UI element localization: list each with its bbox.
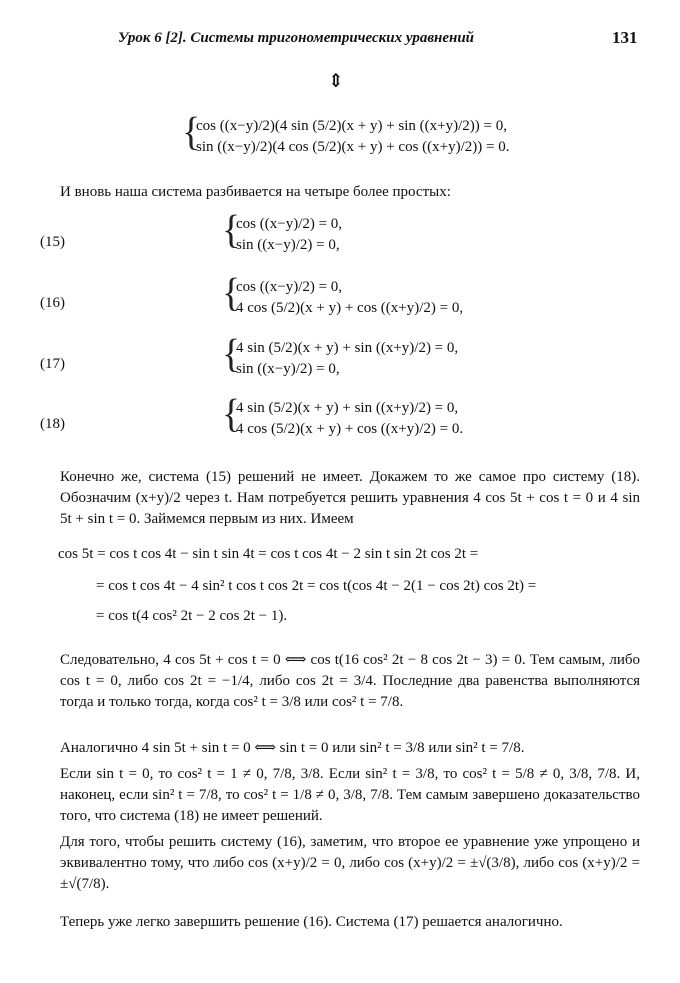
running-header: Урок 6 [2]. Системы тригонометрических уравнений <box>118 30 475 46</box>
paragraph-text: Аналогично 4 sin 5t + sin t = 0 ⟺ sin t = 0 или sin² t = 3/8 или sin² t = 7/8. <box>60 740 525 756</box>
system-row: 4 cos (5/2)(x + y) + cos ((x+y)/2) = 0, <box>236 300 464 316</box>
brace-icon: { <box>222 207 241 253</box>
derivation-line-1: cos 5t = cos t cos 4t − sin t sin 4t = cos t cos 4t − 2 sin t sin 2t cos 2t = <box>58 546 479 562</box>
system-row: cos ((x−y)/2) = 0, <box>236 216 343 232</box>
system-number: (17) <box>40 356 65 372</box>
page-number: 131 <box>612 28 638 47</box>
paragraph-text: Конечно же, система (15) решений не имеет. Докажем то же самое про систему (18). Обозначим (x+y)/2 через t. Нам потребуется решить уравнения 4 cos 5t + cos t = 0 и 4 sin 5t + sin t = 0. Займемся первым из них. Имеем <box>60 469 640 527</box>
paragraph-text: Для того, чтобы решить систему (16), заметим, что второе ее уравнение уже упрощено и эквивалентно тому, что либо cos (x+y)/2 = 0, либо cos (x+y)/2 = ±√(3/8), либо cos (x+y)/2 = ±√(7/8). <box>60 834 640 892</box>
paragraph-1 <box>60 467 640 530</box>
brace-icon: { <box>182 109 201 155</box>
system-number: (15) <box>40 234 65 250</box>
intro-sentence: И вновь наша система разбивается на четыре более простых: <box>60 184 451 200</box>
paragraph-text: Если sin t = 0, то cos² t = 1 ≠ 0, 7/8, 3/8. Если sin² t = 3/8, то cos² t = 5/8 ≠ 0, 3/8, 7/8. И, наконец, если sin² t = 7/8, то cos² t = 1/8 ≠ 0, 3/8, 7/8. Тем самым завершено доказательство того, что система (18) не имеет решений. <box>60 766 640 824</box>
system-row: 4 sin (5/2)(x + y) + sin ((x+y)/2) = 0, <box>236 400 459 416</box>
system-row: 4 cos (5/2)(x + y) + cos ((x+y)/2) = 0. <box>236 421 464 437</box>
system-number: (18) <box>40 416 65 432</box>
equivalence-arrow: ⇕ <box>328 71 344 92</box>
paragraph-text: Следовательно, 4 cos 5t + cos t = 0 ⟺ cos t(16 cos² 2t − 8 cos 2t − 3) = 0. Тем самым, либо cos t = 0, либо cos 2t = −1/4, либо cos 2t = 3/4. Последние два равенства выполняются тогда и только тогда, когда cos² t = 3/8 или cos² t = 7/8. <box>60 652 640 710</box>
system-row: sin ((x−y)/2) = 0, <box>236 237 340 253</box>
system-row: sin ((x−y)/2) = 0, <box>236 361 340 377</box>
paragraph-3 <box>60 738 640 759</box>
paragraph-4 <box>60 764 640 827</box>
system-row: 4 sin (5/2)(x + y) + sin ((x+y)/2) = 0, <box>236 340 459 356</box>
brace-icon: { <box>222 331 241 377</box>
derivation-line-3: = cos t(4 cos² 2t − 2 cos 2t − 1). <box>96 608 288 624</box>
main-system-row-2: sin ((x−y)/2)(4 cos (5/2)(x + y) + cos ((x+y)/2)) = 0. <box>196 139 510 155</box>
paragraph-5 <box>60 832 640 895</box>
paragraph-text: Теперь уже легко завершить решение (16). Система (17) решается аналогично. <box>60 914 563 930</box>
paragraph-6 <box>60 912 640 933</box>
system-row: cos ((x−y)/2) = 0, <box>236 279 343 295</box>
paragraph-2 <box>60 650 640 713</box>
derivation-line-2: = cos t cos 4t − 4 sin² t cos t cos 2t = cos t(cos 4t − 2(1 − cos 2t) cos 2t) = <box>96 578 537 594</box>
brace-icon: { <box>222 270 241 316</box>
brace-icon: { <box>222 391 241 437</box>
system-number: (16) <box>40 295 65 311</box>
main-system-row-1: cos ((x−y)/2)(4 sin (5/2)(x + y) + sin ((x+y)/2)) = 0, <box>196 118 507 134</box>
